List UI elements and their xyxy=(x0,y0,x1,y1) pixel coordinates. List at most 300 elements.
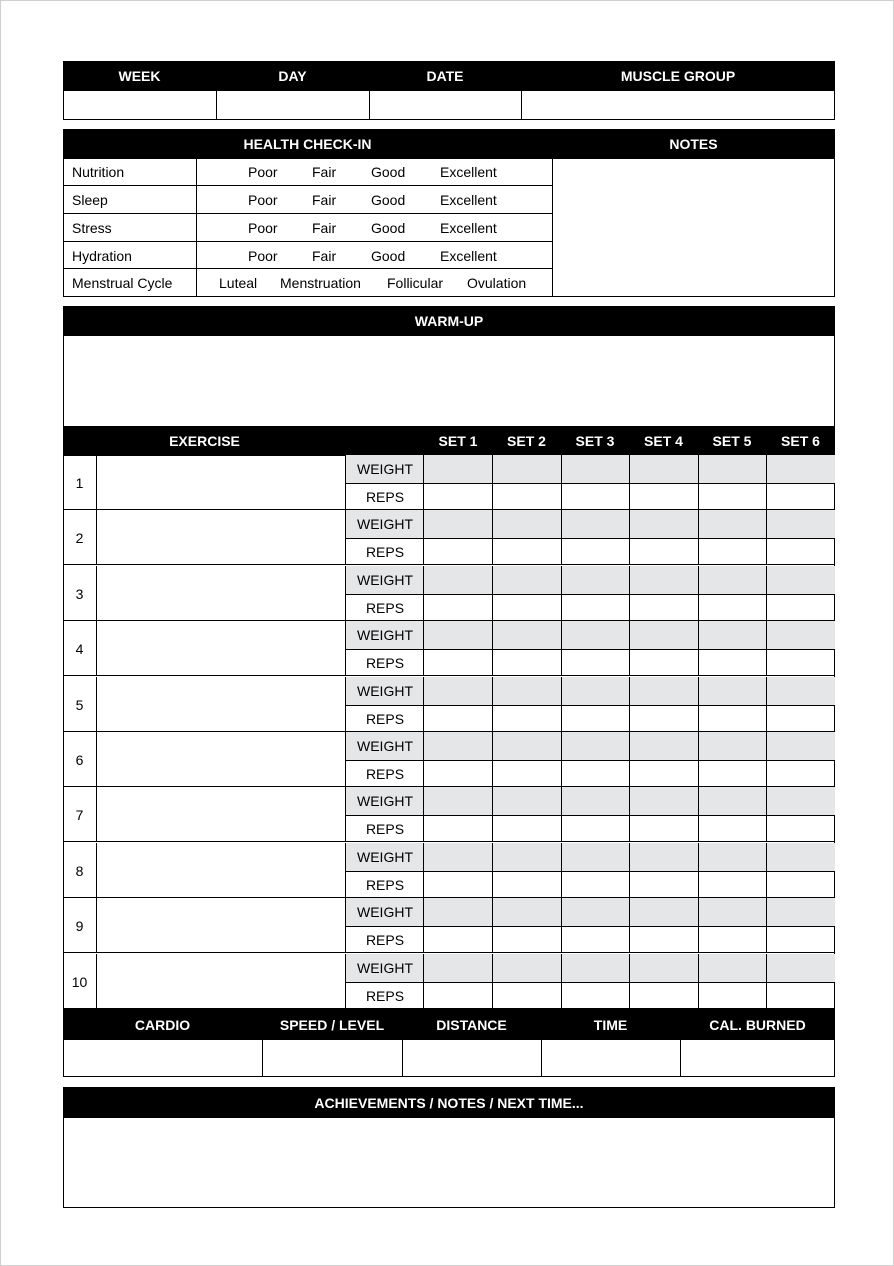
set-2-weight-cell[interactable] xyxy=(492,621,560,649)
exercise-name-input[interactable] xyxy=(98,621,345,676)
set-6-weight-input[interactable] xyxy=(766,510,834,538)
set-1-weight-input[interactable] xyxy=(424,843,492,871)
set-3-reps-input[interactable] xyxy=(561,983,629,1009)
set-6-reps-input[interactable] xyxy=(766,706,834,732)
set-4-reps-input[interactable] xyxy=(629,484,697,510)
exercise-name-input[interactable] xyxy=(98,732,345,787)
set-5-weight-cell[interactable] xyxy=(698,843,766,871)
set-1-weight-cell[interactable] xyxy=(424,732,492,760)
set-6-reps-cell[interactable] xyxy=(766,927,834,953)
distance-field[interactable] xyxy=(403,1040,541,1076)
set-1-reps-cell[interactable] xyxy=(424,706,492,732)
muscle-group-field[interactable] xyxy=(522,91,834,119)
set-2-reps-cell[interactable] xyxy=(492,872,560,898)
option-excellent[interactable]: Excellent xyxy=(440,247,497,264)
set-2-weight-cell[interactable] xyxy=(492,843,560,871)
option-fair[interactable]: Fair xyxy=(312,247,337,264)
week-field[interactable] xyxy=(64,91,216,119)
set-6-reps-cell[interactable] xyxy=(766,650,834,676)
set-4-reps-input[interactable] xyxy=(629,816,697,842)
set-4-weight-cell[interactable] xyxy=(629,732,697,760)
set-5-weight-input[interactable] xyxy=(698,843,766,871)
set-6-reps-cell[interactable] xyxy=(766,761,834,787)
set-3-reps-input[interactable] xyxy=(561,816,629,842)
exercise-name-field[interactable] xyxy=(98,677,346,732)
set-3-reps-input[interactable] xyxy=(561,650,629,676)
set-4-weight-input[interactable] xyxy=(629,954,697,982)
distance-input[interactable] xyxy=(403,1040,541,1076)
exercise-name-input[interactable] xyxy=(98,677,345,732)
set-6-weight-input[interactable] xyxy=(766,898,834,926)
set-6-reps-input[interactable] xyxy=(766,983,834,1009)
set-5-reps-cell[interactable] xyxy=(698,706,766,732)
set-3-reps-input[interactable] xyxy=(561,761,629,787)
set-2-reps-input[interactable] xyxy=(492,761,560,787)
set-2-reps-cell[interactable] xyxy=(492,983,560,1009)
set-3-weight-cell[interactable] xyxy=(561,621,629,649)
set-1-weight-input[interactable] xyxy=(424,510,492,538)
set-3-weight-cell[interactable] xyxy=(561,455,629,483)
set-4-reps-input[interactable] xyxy=(629,595,697,621)
set-4-weight-input[interactable] xyxy=(629,510,697,538)
day-field[interactable] xyxy=(217,91,369,119)
set-2-reps-cell[interactable] xyxy=(492,539,560,565)
set-1-reps-cell[interactable] xyxy=(424,927,492,953)
date-field[interactable] xyxy=(370,91,521,119)
set-2-weight-input[interactable] xyxy=(492,455,560,483)
set-4-weight-input[interactable] xyxy=(629,677,697,705)
set-3-weight-input[interactable] xyxy=(561,843,629,871)
set-1-weight-cell[interactable] xyxy=(424,898,492,926)
exercise-name-field[interactable] xyxy=(98,621,346,676)
set-3-reps-cell[interactable] xyxy=(561,706,629,732)
set-2-weight-input[interactable] xyxy=(492,566,560,594)
set-6-weight-cell[interactable] xyxy=(766,510,834,538)
set-2-weight-cell[interactable] xyxy=(492,455,560,483)
set-4-reps-input[interactable] xyxy=(629,539,697,565)
set-3-weight-cell[interactable] xyxy=(561,677,629,705)
set-1-weight-cell[interactable] xyxy=(424,621,492,649)
set-6-weight-cell[interactable] xyxy=(766,787,834,815)
set-1-weight-cell[interactable] xyxy=(424,510,492,538)
set-3-weight-input[interactable] xyxy=(561,732,629,760)
set-3-reps-input[interactable] xyxy=(561,595,629,621)
set-1-weight-cell[interactable] xyxy=(424,566,492,594)
exercise-name-field[interactable] xyxy=(98,787,346,842)
set-1-reps-input[interactable] xyxy=(424,927,492,953)
set-6-reps-input[interactable] xyxy=(766,761,834,787)
option-luteal[interactable]: Luteal xyxy=(219,275,258,291)
speed-level-field[interactable] xyxy=(263,1040,402,1076)
cardio-input[interactable] xyxy=(64,1040,262,1076)
muscle-group-input[interactable] xyxy=(522,91,834,119)
set-1-weight-input[interactable] xyxy=(424,455,492,483)
set-5-reps-input[interactable] xyxy=(698,816,766,842)
set-5-reps-cell[interactable] xyxy=(698,872,766,898)
set-6-reps-cell[interactable] xyxy=(766,872,834,898)
set-2-reps-input[interactable] xyxy=(492,595,560,621)
set-2-reps-input[interactable] xyxy=(492,816,560,842)
set-2-weight-input[interactable] xyxy=(492,677,560,705)
exercise-name-input[interactable] xyxy=(98,787,345,842)
set-3-weight-input[interactable] xyxy=(561,898,629,926)
set-2-weight-cell[interactable] xyxy=(492,677,560,705)
set-6-weight-cell[interactable] xyxy=(766,455,834,483)
set-5-reps-input[interactable] xyxy=(698,761,766,787)
set-3-reps-cell[interactable] xyxy=(561,539,629,565)
set-6-reps-input[interactable] xyxy=(766,650,834,676)
set-2-reps-input[interactable] xyxy=(492,484,560,510)
option-excellent[interactable]: Excellent xyxy=(440,164,497,180)
set-5-weight-input[interactable] xyxy=(698,787,766,815)
set-3-weight-cell[interactable] xyxy=(561,566,629,594)
option-good[interactable]: Good xyxy=(371,191,406,208)
set-2-weight-input[interactable] xyxy=(492,510,560,538)
date-input[interactable] xyxy=(370,91,521,119)
set-6-weight-cell[interactable] xyxy=(766,621,834,649)
set-1-reps-input[interactable] xyxy=(424,983,492,1009)
exercise-name-input[interactable] xyxy=(98,455,345,510)
set-3-weight-cell[interactable] xyxy=(561,787,629,815)
set-4-weight-cell[interactable] xyxy=(629,954,697,982)
set-4-reps-input[interactable] xyxy=(629,761,697,787)
option-fair[interactable]: Fair xyxy=(312,219,337,236)
set-5-weight-input[interactable] xyxy=(698,954,766,982)
set-5-weight-cell[interactable] xyxy=(698,677,766,705)
set-6-reps-cell[interactable] xyxy=(766,595,834,621)
set-2-reps-cell[interactable] xyxy=(492,650,560,676)
set-5-weight-cell[interactable] xyxy=(698,898,766,926)
set-5-weight-input[interactable] xyxy=(698,566,766,594)
option-poor[interactable]: Poor xyxy=(248,219,278,236)
set-3-reps-cell[interactable] xyxy=(561,816,629,842)
set-5-reps-cell[interactable] xyxy=(698,927,766,953)
option-excellent[interactable]: Excellent xyxy=(440,219,497,236)
set-6-weight-cell[interactable] xyxy=(766,732,834,760)
set-3-weight-input[interactable] xyxy=(561,510,629,538)
set-2-reps-cell[interactable] xyxy=(492,816,560,842)
set-5-weight-input[interactable] xyxy=(698,677,766,705)
set-6-reps-cell[interactable] xyxy=(766,983,834,1009)
set-2-reps-cell[interactable] xyxy=(492,706,560,732)
set-4-reps-cell[interactable] xyxy=(629,484,697,510)
set-5-reps-cell[interactable] xyxy=(698,650,766,676)
set-5-weight-input[interactable] xyxy=(698,898,766,926)
set-6-reps-input[interactable] xyxy=(766,595,834,621)
exercise-name-field[interactable] xyxy=(98,732,346,787)
set-6-weight-input[interactable] xyxy=(766,787,834,815)
set-5-reps-input[interactable] xyxy=(698,539,766,565)
set-6-weight-cell[interactable] xyxy=(766,566,834,594)
set-2-reps-input[interactable] xyxy=(492,706,560,732)
set-2-reps-cell[interactable] xyxy=(492,484,560,510)
set-2-weight-input[interactable] xyxy=(492,843,560,871)
warmup-area[interactable] xyxy=(63,335,835,427)
exercise-name-input[interactable] xyxy=(98,898,345,953)
set-6-weight-input[interactable] xyxy=(766,455,834,483)
option-fair[interactable]: Fair xyxy=(312,164,337,180)
set-1-reps-cell[interactable] xyxy=(424,816,492,842)
set-3-weight-input[interactable] xyxy=(561,455,629,483)
set-1-reps-cell[interactable] xyxy=(424,872,492,898)
exercise-name-field[interactable] xyxy=(98,843,346,898)
set-6-reps-input[interactable] xyxy=(766,539,834,565)
set-6-reps-cell[interactable] xyxy=(766,816,834,842)
set-2-weight-cell[interactable] xyxy=(492,510,560,538)
set-1-reps-input[interactable] xyxy=(424,539,492,565)
set-2-weight-cell[interactable] xyxy=(492,732,560,760)
set-6-reps-input[interactable] xyxy=(766,484,834,510)
set-3-reps-cell[interactable] xyxy=(561,650,629,676)
set-3-reps-cell[interactable] xyxy=(561,927,629,953)
set-3-reps-cell[interactable] xyxy=(561,761,629,787)
set-6-reps-cell[interactable] xyxy=(766,484,834,510)
set-1-weight-cell[interactable] xyxy=(424,843,492,871)
set-4-weight-input[interactable] xyxy=(629,455,697,483)
set-5-weight-cell[interactable] xyxy=(698,621,766,649)
set-5-weight-cell[interactable] xyxy=(698,455,766,483)
set-3-reps-input[interactable] xyxy=(561,484,629,510)
option-follicular[interactable]: Follicular xyxy=(387,275,444,291)
set-1-weight-input[interactable] xyxy=(424,787,492,815)
set-3-weight-cell[interactable] xyxy=(561,843,629,871)
exercise-name-field[interactable] xyxy=(98,954,346,1009)
set-1-weight-input[interactable] xyxy=(424,954,492,982)
set-5-reps-cell[interactable] xyxy=(698,484,766,510)
week-input[interactable] xyxy=(64,91,216,119)
set-4-weight-input[interactable] xyxy=(629,732,697,760)
set-1-reps-input[interactable] xyxy=(424,761,492,787)
set-5-weight-input[interactable] xyxy=(698,732,766,760)
set-5-reps-input[interactable] xyxy=(698,872,766,898)
set-4-reps-cell[interactable] xyxy=(629,595,697,621)
set-3-reps-input[interactable] xyxy=(561,872,629,898)
set-1-weight-input[interactable] xyxy=(424,732,492,760)
option-fair[interactable]: Fair xyxy=(312,191,337,208)
set-6-weight-cell[interactable] xyxy=(766,843,834,871)
speed-level-input[interactable] xyxy=(263,1040,402,1076)
set-5-reps-cell[interactable] xyxy=(698,816,766,842)
set-2-reps-input[interactable] xyxy=(492,983,560,1009)
set-5-reps-input[interactable] xyxy=(698,927,766,953)
option-excellent[interactable]: Excellent xyxy=(440,191,497,208)
option-poor[interactable]: Poor xyxy=(248,247,278,264)
set-1-weight-cell[interactable] xyxy=(424,455,492,483)
option-ovulation[interactable]: Ovulation xyxy=(467,275,527,291)
option-menstruation[interactable]: Menstruation xyxy=(280,275,361,291)
set-4-reps-cell[interactable] xyxy=(629,927,697,953)
set-3-reps-input[interactable] xyxy=(561,706,629,732)
set-6-weight-input[interactable] xyxy=(766,843,834,871)
set-6-weight-cell[interactable] xyxy=(766,677,834,705)
set-1-reps-input[interactable] xyxy=(424,595,492,621)
set-6-weight-input[interactable] xyxy=(766,621,834,649)
set-4-reps-cell[interactable] xyxy=(629,539,697,565)
set-2-reps-cell[interactable] xyxy=(492,927,560,953)
set-6-reps-input[interactable] xyxy=(766,872,834,898)
set-3-weight-cell[interactable] xyxy=(561,732,629,760)
set-4-weight-cell[interactable] xyxy=(629,843,697,871)
set-5-weight-cell[interactable] xyxy=(698,954,766,982)
set-4-weight-input[interactable] xyxy=(629,621,697,649)
calories-burned-input[interactable] xyxy=(681,1040,834,1076)
exercise-name-input[interactable] xyxy=(98,510,345,565)
set-4-weight-cell[interactable] xyxy=(629,566,697,594)
set-5-weight-input[interactable] xyxy=(698,621,766,649)
set-5-weight-input[interactable] xyxy=(698,455,766,483)
set-4-reps-cell[interactable] xyxy=(629,816,697,842)
set-4-weight-cell[interactable] xyxy=(629,898,697,926)
set-4-reps-input[interactable] xyxy=(629,706,697,732)
set-2-reps-cell[interactable] xyxy=(492,595,560,621)
set-6-weight-input[interactable] xyxy=(766,677,834,705)
option-good[interactable]: Good xyxy=(371,164,406,180)
set-3-weight-input[interactable] xyxy=(561,954,629,982)
set-1-reps-cell[interactable] xyxy=(424,539,492,565)
set-4-weight-input[interactable] xyxy=(629,898,697,926)
time-input[interactable] xyxy=(542,1040,680,1076)
set-1-reps-input[interactable] xyxy=(424,650,492,676)
set-4-reps-cell[interactable] xyxy=(629,983,697,1009)
set-3-weight-cell[interactable] xyxy=(561,510,629,538)
time-field[interactable] xyxy=(542,1040,680,1076)
set-4-reps-input[interactable] xyxy=(629,650,697,676)
set-4-reps-input[interactable] xyxy=(629,983,697,1009)
set-1-weight-cell[interactable] xyxy=(424,677,492,705)
set-1-weight-cell[interactable] xyxy=(424,954,492,982)
set-4-reps-cell[interactable] xyxy=(629,872,697,898)
set-4-reps-cell[interactable] xyxy=(629,650,697,676)
set-3-weight-input[interactable] xyxy=(561,787,629,815)
set-3-reps-input[interactable] xyxy=(561,539,629,565)
exercise-name-field[interactable] xyxy=(98,566,346,621)
set-4-reps-cell[interactable] xyxy=(629,761,697,787)
set-4-weight-cell[interactable] xyxy=(629,621,697,649)
set-1-reps-input[interactable] xyxy=(424,706,492,732)
set-1-reps-cell[interactable] xyxy=(424,761,492,787)
exercise-name-input[interactable] xyxy=(98,566,345,621)
set-3-reps-cell[interactable] xyxy=(561,872,629,898)
set-2-weight-input[interactable] xyxy=(492,787,560,815)
set-5-reps-cell[interactable] xyxy=(698,761,766,787)
set-4-reps-input[interactable] xyxy=(629,872,697,898)
set-1-reps-input[interactable] xyxy=(424,872,492,898)
day-input[interactable] xyxy=(217,91,369,119)
set-5-reps-cell[interactable] xyxy=(698,983,766,1009)
set-6-reps-cell[interactable] xyxy=(766,706,834,732)
set-1-reps-input[interactable] xyxy=(424,484,492,510)
calories-burned-field[interactable] xyxy=(681,1040,834,1076)
set-5-weight-cell[interactable] xyxy=(698,732,766,760)
set-3-reps-cell[interactable] xyxy=(561,983,629,1009)
set-5-reps-input[interactable] xyxy=(698,650,766,676)
set-5-reps-cell[interactable] xyxy=(698,539,766,565)
set-4-reps-input[interactable] xyxy=(629,927,697,953)
set-1-reps-input[interactable] xyxy=(424,816,492,842)
exercise-name-field[interactable] xyxy=(98,898,346,953)
set-2-reps-input[interactable] xyxy=(492,650,560,676)
set-5-reps-cell[interactable] xyxy=(698,595,766,621)
set-5-weight-cell[interactable] xyxy=(698,510,766,538)
set-4-weight-cell[interactable] xyxy=(629,677,697,705)
set-1-weight-input[interactable] xyxy=(424,898,492,926)
set-2-weight-input[interactable] xyxy=(492,732,560,760)
set-1-reps-cell[interactable] xyxy=(424,484,492,510)
set-5-weight-cell[interactable] xyxy=(698,787,766,815)
set-5-weight-cell[interactable] xyxy=(698,566,766,594)
set-1-weight-input[interactable] xyxy=(424,566,492,594)
set-2-reps-input[interactable] xyxy=(492,927,560,953)
set-2-reps-input[interactable] xyxy=(492,539,560,565)
set-3-weight-input[interactable] xyxy=(561,566,629,594)
set-1-weight-input[interactable] xyxy=(424,621,492,649)
option-good[interactable]: Good xyxy=(371,247,406,264)
notes-area[interactable] xyxy=(553,159,834,296)
set-2-weight-cell[interactable] xyxy=(492,898,560,926)
set-5-reps-input[interactable] xyxy=(698,484,766,510)
exercise-name-input[interactable] xyxy=(98,843,345,898)
set-2-weight-input[interactable] xyxy=(492,621,560,649)
set-1-reps-cell[interactable] xyxy=(424,983,492,1009)
set-5-weight-input[interactable] xyxy=(698,510,766,538)
set-5-reps-input[interactable] xyxy=(698,983,766,1009)
set-5-reps-input[interactable] xyxy=(698,595,766,621)
set-6-reps-input[interactable] xyxy=(766,816,834,842)
set-1-weight-cell[interactable] xyxy=(424,787,492,815)
set-4-reps-cell[interactable] xyxy=(629,706,697,732)
option-good[interactable]: Good xyxy=(371,219,406,236)
set-4-weight-cell[interactable] xyxy=(629,787,697,815)
option-poor[interactable]: Poor xyxy=(248,164,278,180)
set-2-reps-input[interactable] xyxy=(492,872,560,898)
set-4-weight-cell[interactable] xyxy=(629,510,697,538)
achievements-area[interactable] xyxy=(63,1117,835,1208)
cardio-field[interactable] xyxy=(64,1040,262,1076)
set-3-weight-cell[interactable] xyxy=(561,954,629,982)
notes-textarea[interactable] xyxy=(553,159,834,296)
set-4-weight-input[interactable] xyxy=(629,566,697,594)
set-1-reps-cell[interactable] xyxy=(424,650,492,676)
set-1-weight-input[interactable] xyxy=(424,677,492,705)
set-6-weight-input[interactable] xyxy=(766,566,834,594)
set-3-weight-input[interactable] xyxy=(561,621,629,649)
set-2-reps-cell[interactable] xyxy=(492,761,560,787)
set-1-reps-cell[interactable] xyxy=(424,595,492,621)
exercise-name-field[interactable] xyxy=(98,455,346,510)
exercise-name-field[interactable] xyxy=(98,510,346,565)
set-3-reps-cell[interactable] xyxy=(561,484,629,510)
warmup-textarea[interactable] xyxy=(64,335,834,427)
set-3-weight-cell[interactable] xyxy=(561,898,629,926)
set-6-weight-cell[interactable] xyxy=(766,898,834,926)
set-6-reps-cell[interactable] xyxy=(766,539,834,565)
set-6-reps-input[interactable] xyxy=(766,927,834,953)
exercise-name-input[interactable] xyxy=(98,954,345,1009)
set-6-weight-cell[interactable] xyxy=(766,954,834,982)
set-4-weight-input[interactable] xyxy=(629,787,697,815)
set-4-weight-input[interactable] xyxy=(629,843,697,871)
option-poor[interactable]: Poor xyxy=(248,191,278,208)
set-5-reps-input[interactable] xyxy=(698,706,766,732)
set-3-weight-input[interactable] xyxy=(561,677,629,705)
achievements-textarea[interactable] xyxy=(64,1117,834,1207)
set-6-weight-input[interactable] xyxy=(766,954,834,982)
set-2-weight-cell[interactable] xyxy=(492,566,560,594)
set-2-weight-cell[interactable] xyxy=(492,787,560,815)
set-2-weight-cell[interactable] xyxy=(492,954,560,982)
set-6-weight-input[interactable] xyxy=(766,732,834,760)
set-3-reps-input[interactable] xyxy=(561,927,629,953)
